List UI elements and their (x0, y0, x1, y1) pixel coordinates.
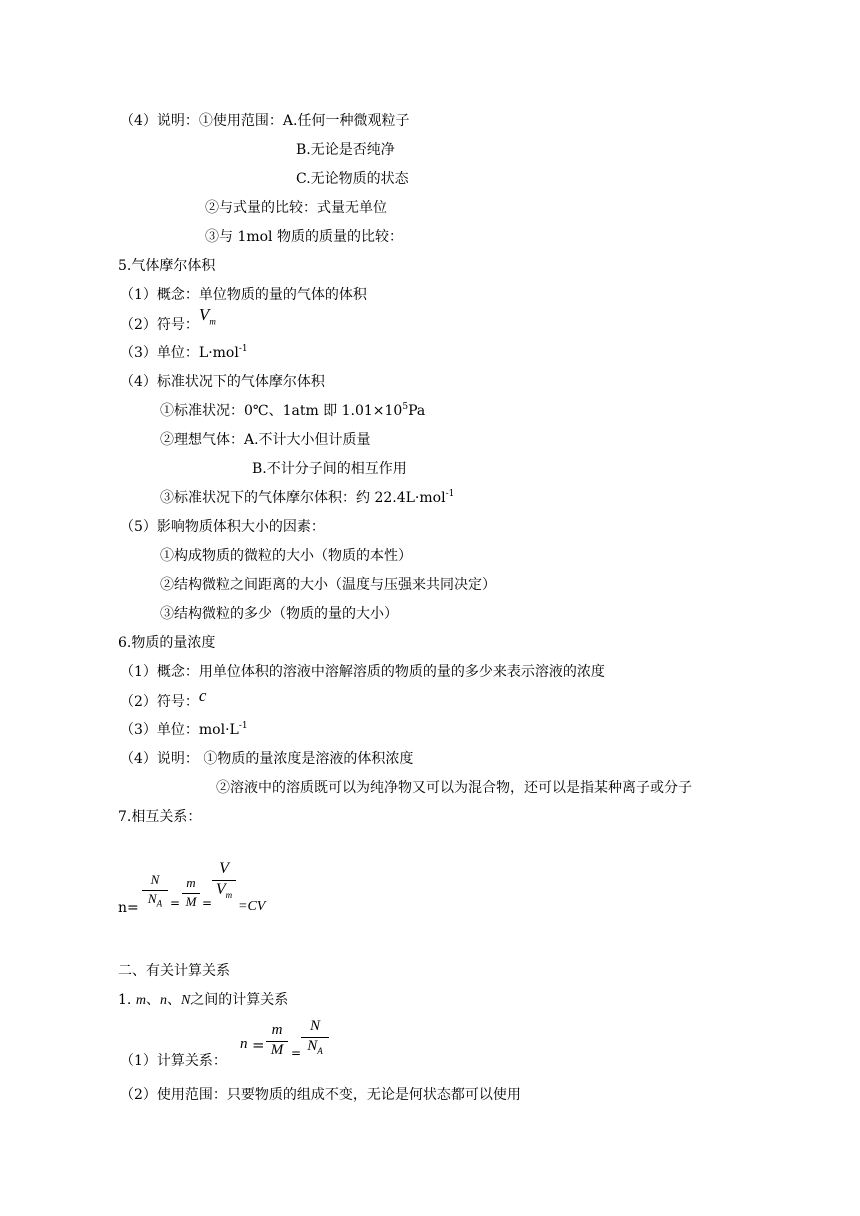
line-symbol-vm (120, 305, 216, 334)
symbol-label: （2）符号： (120, 317, 199, 333)
line-ideal-gas-a: ②理想气体：A.不计大小但计质量 (160, 432, 371, 448)
line-factor-2: ②结构微粒之间距离的大小（温度与压强来共同决定） (160, 577, 496, 593)
line-stp-value: ③标准状况下的气体摩尔体积：约 22.4L·mol$^{-1}$ (160, 489, 455, 506)
line-concentration-note-1: （4）说明： ①物质的量浓度是溶液的体积浓度 (120, 751, 414, 767)
frac-N-over-NA-2: N $N_A$ (301, 1018, 329, 1055)
line-usage-c: C.无论物质的状态 (296, 171, 409, 187)
line-stp-molar-volume: （4）标准状况下的气体摩尔体积 (120, 374, 325, 390)
formula-n-equals: n= (118, 900, 139, 916)
line-unit-vm: （3）单位：L·mol$^{-1}$ (120, 344, 248, 361)
frac-m-over-M-2: m M (266, 1022, 288, 1059)
section-calculations: 二、有关计算关系 (118, 963, 230, 979)
line-formula-weight-compare: ②与式量的比较：式量无单位 (205, 200, 387, 216)
frac-N-over-NA: N $N_A$ (142, 872, 168, 907)
heading-molar-volume: 5.气体摩尔体积 (118, 258, 216, 274)
line-stp-definition: ①标准状况：0℃、1atm 即 $1.01\times 10^5Pa$ (160, 402, 426, 419)
line-concentration-unit: （3）单位：$mol\cdot L^{-1}$ (120, 721, 248, 738)
line-concept: （1）概念：单位物质的量的气体的体积 (120, 287, 367, 303)
line-1mol-mass-compare: ③与 1mol 物质的质量的比较： (205, 229, 403, 245)
heading-mnN-relation: 1. m、n、N之间的计算关系 (118, 992, 289, 1008)
line-volume-factors: （5）影响物质体积大小的因素： (120, 519, 325, 535)
line-calc-relation: （1）计算关系： (120, 1053, 227, 1069)
frac-V-over-Vm: V $V_m$ (212, 860, 236, 899)
line-factor-3: ③结构微粒的多少（物质的量的大小） (160, 606, 398, 622)
line-usage-b: B.无论是否纯净 (296, 142, 395, 158)
heading-relationships: 7.相互关系： (118, 809, 202, 825)
line-concentration-concept: （1）概念：用单位体积的溶液中溶解溶质的物质的量的多少来表示溶液的浓度 (120, 664, 605, 680)
heading-concentration: 6.物质的量浓度 (118, 635, 216, 651)
line-concentration-note-2: ②溶液中的溶质既可以为纯净物又可以为混合物，还可以是指某种离子或分子 (216, 780, 692, 796)
line-ideal-gas-b: B.不计分子间的相互作用 (252, 461, 407, 477)
line-concentration-symbol: （2）符号：c (120, 686, 207, 710)
line-usage-scope: （4）说明：①使用范围：A.任何一种微观粒子 (120, 113, 410, 129)
line-calc-scope: （2）使用范围：只要物质的组成不变，无论是何状态都可以使用 (120, 1087, 521, 1103)
line-factor-1: ①构成物质的微粒的大小（物质的本性） (160, 548, 412, 564)
symbol-vm: $V_m$ (198, 305, 216, 327)
frac-m-over-M: m M (182, 875, 200, 910)
